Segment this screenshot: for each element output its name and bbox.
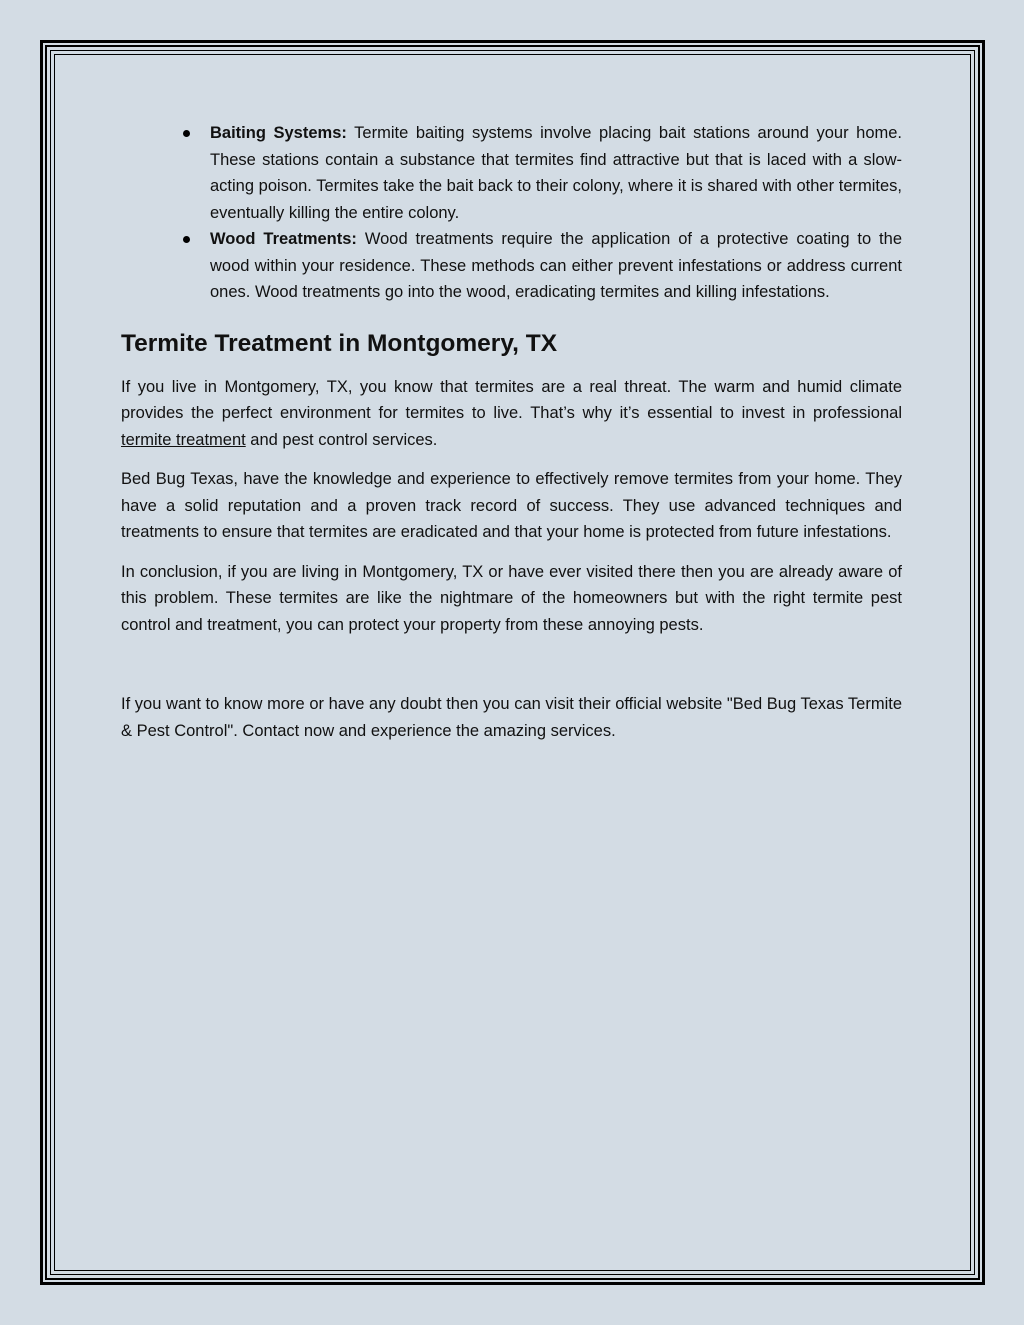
section-heading: Termite Treatment in Montgomery, TX <box>121 329 558 357</box>
list-item <box>210 226 902 306</box>
paragraph-intro-after: and pest control services. <box>245 430 438 449</box>
paragraph-company: Bed Bug Texas, have the knowledge and experience to effectively remove termites from your home. They have a solid reputation and a proven track record of success. They use advanced techniques and treatments to ensure that termites are eradicated and that your home is protected from future infestations. <box>121 470 902 541</box>
document-content <box>121 120 902 757</box>
spacer <box>121 651 902 691</box>
paragraph-intro-before: If you live in Montgomery, TX, you know that termites are a real threat. The warm and humid climate provides the perfect environment for termites to live. That’s why it’s essential to invest in professional <box>121 377 902 422</box>
paragraph-conclusion: In conclusion, if you are living in Montgomery, TX or have ever visited there then you are already aware of this problem. These termites are like the nightmare of the homeowners but with the right termite pest control and treatment, you can protect your property from these annoying pests. <box>121 562 902 634</box>
list-item-text: Wood treatments require the application of a protective coating to the wood within your residence. These methods can either prevent infestations or address current ones. Wood treatments go into the wood, eradicating termites and killing infestations. <box>210 230 902 301</box>
list-item-term: Wood Treatments: <box>210 230 357 248</box>
list-item <box>210 120 902 226</box>
termite-treatment-link[interactable]: termite treatment <box>121 430 246 449</box>
bullet-icon <box>183 130 190 137</box>
list-item-term: Baiting Systems: <box>210 124 347 142</box>
treatment-methods-list <box>121 120 902 306</box>
bullet-icon <box>183 236 190 243</box>
paragraph-intro <box>121 374 902 454</box>
paragraph-contact: If you want to know more or have any doubt then you can visit their official website "Bed Bug Texas Termite & Pest Control". Contact now and experience the amazing services. <box>121 695 902 740</box>
list-item-text: Termite baiting systems involve placing bait stations around your home. These stations contain a substance that termites find attractive but that is laced with a slow-acting poison. Termites take the bait back to their colony, where it is shared with other termites, eventually killing the entire colony. <box>210 124 903 222</box>
